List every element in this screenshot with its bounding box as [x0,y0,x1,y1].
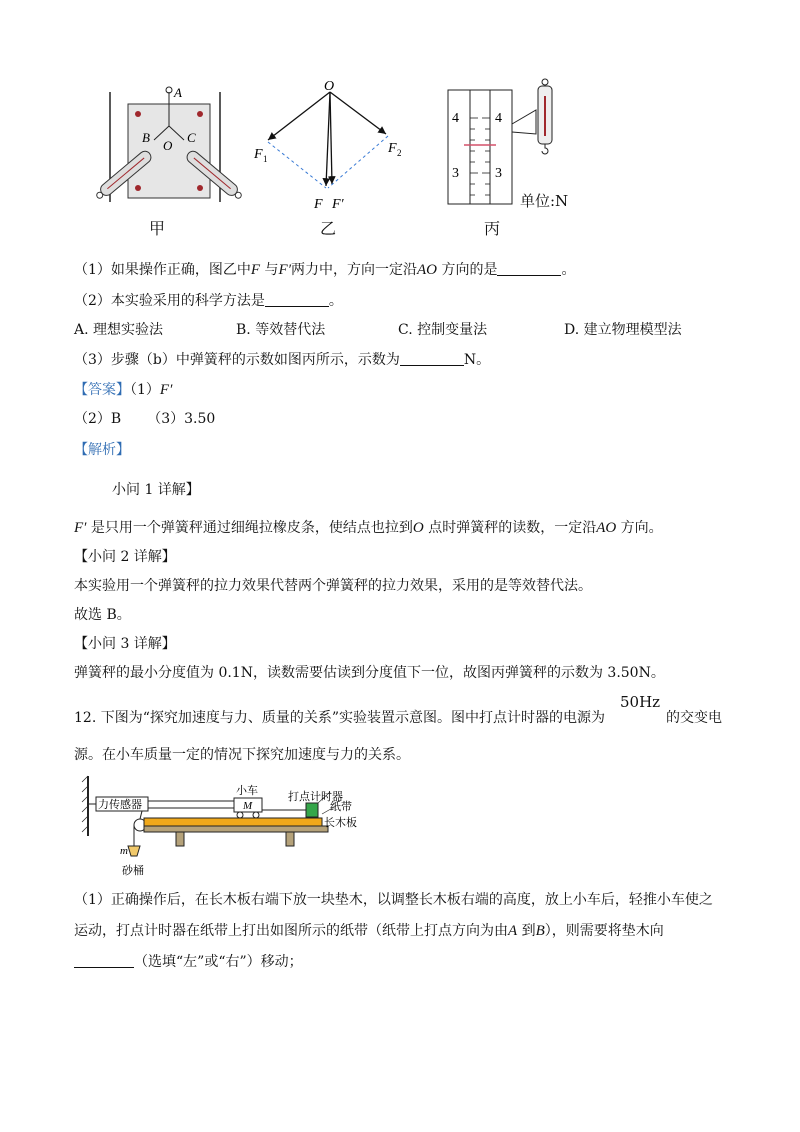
label-F1: F [254,147,263,162]
caption-bing: 丙 [484,219,501,238]
q12-frequency: 50Hz [620,693,661,711]
analysis-tag: 【解析】 [74,442,130,458]
label-O: O [324,79,335,94]
figure-apparatus [78,770,368,880]
label-A: A [174,85,182,100]
tick-4-left: 4 [452,111,459,126]
q11-part3: （3）步骤（b）中弹簧秤的示数如图丙所示，示数为 N。 [74,352,491,368]
label-B: B [142,130,150,145]
analysis-sentence-3: 弹簧秤的最小分度值为 0.1N，读数需要估读到分度值下一位，故图丙弹簧秤的示数为 3.50N。 [74,665,665,681]
caption-yi: 乙 [320,219,337,238]
q11-part1: （1）如果操作正确，图乙中F 与F′两力中，方向一定沿AO 方向的是 。 [74,262,576,278]
tick-3-right: 3 [495,166,502,181]
answer-tag: 【答案】 [74,382,130,398]
label-timer: 打点计时器 [288,790,343,803]
figure-jia [80,80,250,210]
label-car: 小车 [236,784,258,797]
answer-blank [265,292,329,307]
q11-part2: （2）本实验采用的科学方法是 。 [74,293,343,309]
q12-part1-line2: 运动，打点计时器在纸带上打出如图所示的纸带（纸带上打点方向为由A 到B），则需要将垫木向 [74,923,664,939]
Fprime-symbol: F′ [278,262,291,278]
q12-intro-2: 源。在小车质量一定的情况下探究加速度与力的关系。 [74,747,410,763]
analysis-sentence-2: 本实验用一个弹簧秤的拉力效果代替两个弹簧秤的拉力效果，采用的是等效替代法。 [74,578,592,594]
analysis-heading-2: 【小问 2 详解】 [74,549,176,565]
tick-4-right: 4 [495,111,502,126]
label-Fprime: F′ [332,197,344,212]
label-F: F [314,197,323,212]
answer-line1: 【答案】（1）F′ [74,382,173,398]
q12-part1-line1: （1）正确操作后，在长木板右端下放一块垫木，以调整长木板右端的高度，放上小车后，轻推小车使之 [74,892,713,908]
label-F1-sub: 1 [263,154,268,164]
analysis-sentence-2b: 故选 B。 [74,607,131,623]
option-a: A. 理想实验法 [74,322,164,338]
label-F2-sub: 2 [397,148,402,158]
label-M: M [243,800,253,812]
option-c: C. 控制变量法 [398,322,488,338]
label-m: m [120,845,128,857]
label-O: O [163,138,173,153]
label-bucket: 砂桶 [122,864,144,877]
answer-blank [400,351,464,366]
tick-3-left: 3 [452,166,459,181]
q12-intro-end: 的交变电 [666,710,722,726]
q12-part1-line3: （选填“左”或“右”）移动； [74,952,303,972]
label-F2: F [388,141,397,156]
answer-blank [497,261,561,276]
q12-intro: 12. 下图为“探究加速度与力、质量的关系”实验装置示意图。图中打点计时器的电源为 [74,710,606,726]
option-b: B. 等效替代法 [236,322,326,338]
figure-yi [250,78,410,213]
label-C: C [187,130,196,145]
caption-jia: 甲 [149,219,166,238]
analysis-heading-3: 【小问 3 详解】 [74,636,176,652]
label-board: 长木板 [324,816,357,829]
option-d: D. 建立物理模型法 [564,322,682,338]
label-tape: 纸带 [330,800,352,813]
answer-blank [74,953,134,968]
unit-label: 单位:N [520,192,569,210]
answer-line2: （2）B （3）3.50 [74,411,216,427]
analysis-sentence-1: F′ 是只用一个弹簧秤通过细绳拉橡皮条，使结点也拉到O 点时弹簧秤的读数，一定沿AO 方向。 [74,520,663,536]
label-sensor: 力传感器 [98,798,142,811]
analysis-heading-1: 小问 1 详解】 [112,482,200,498]
